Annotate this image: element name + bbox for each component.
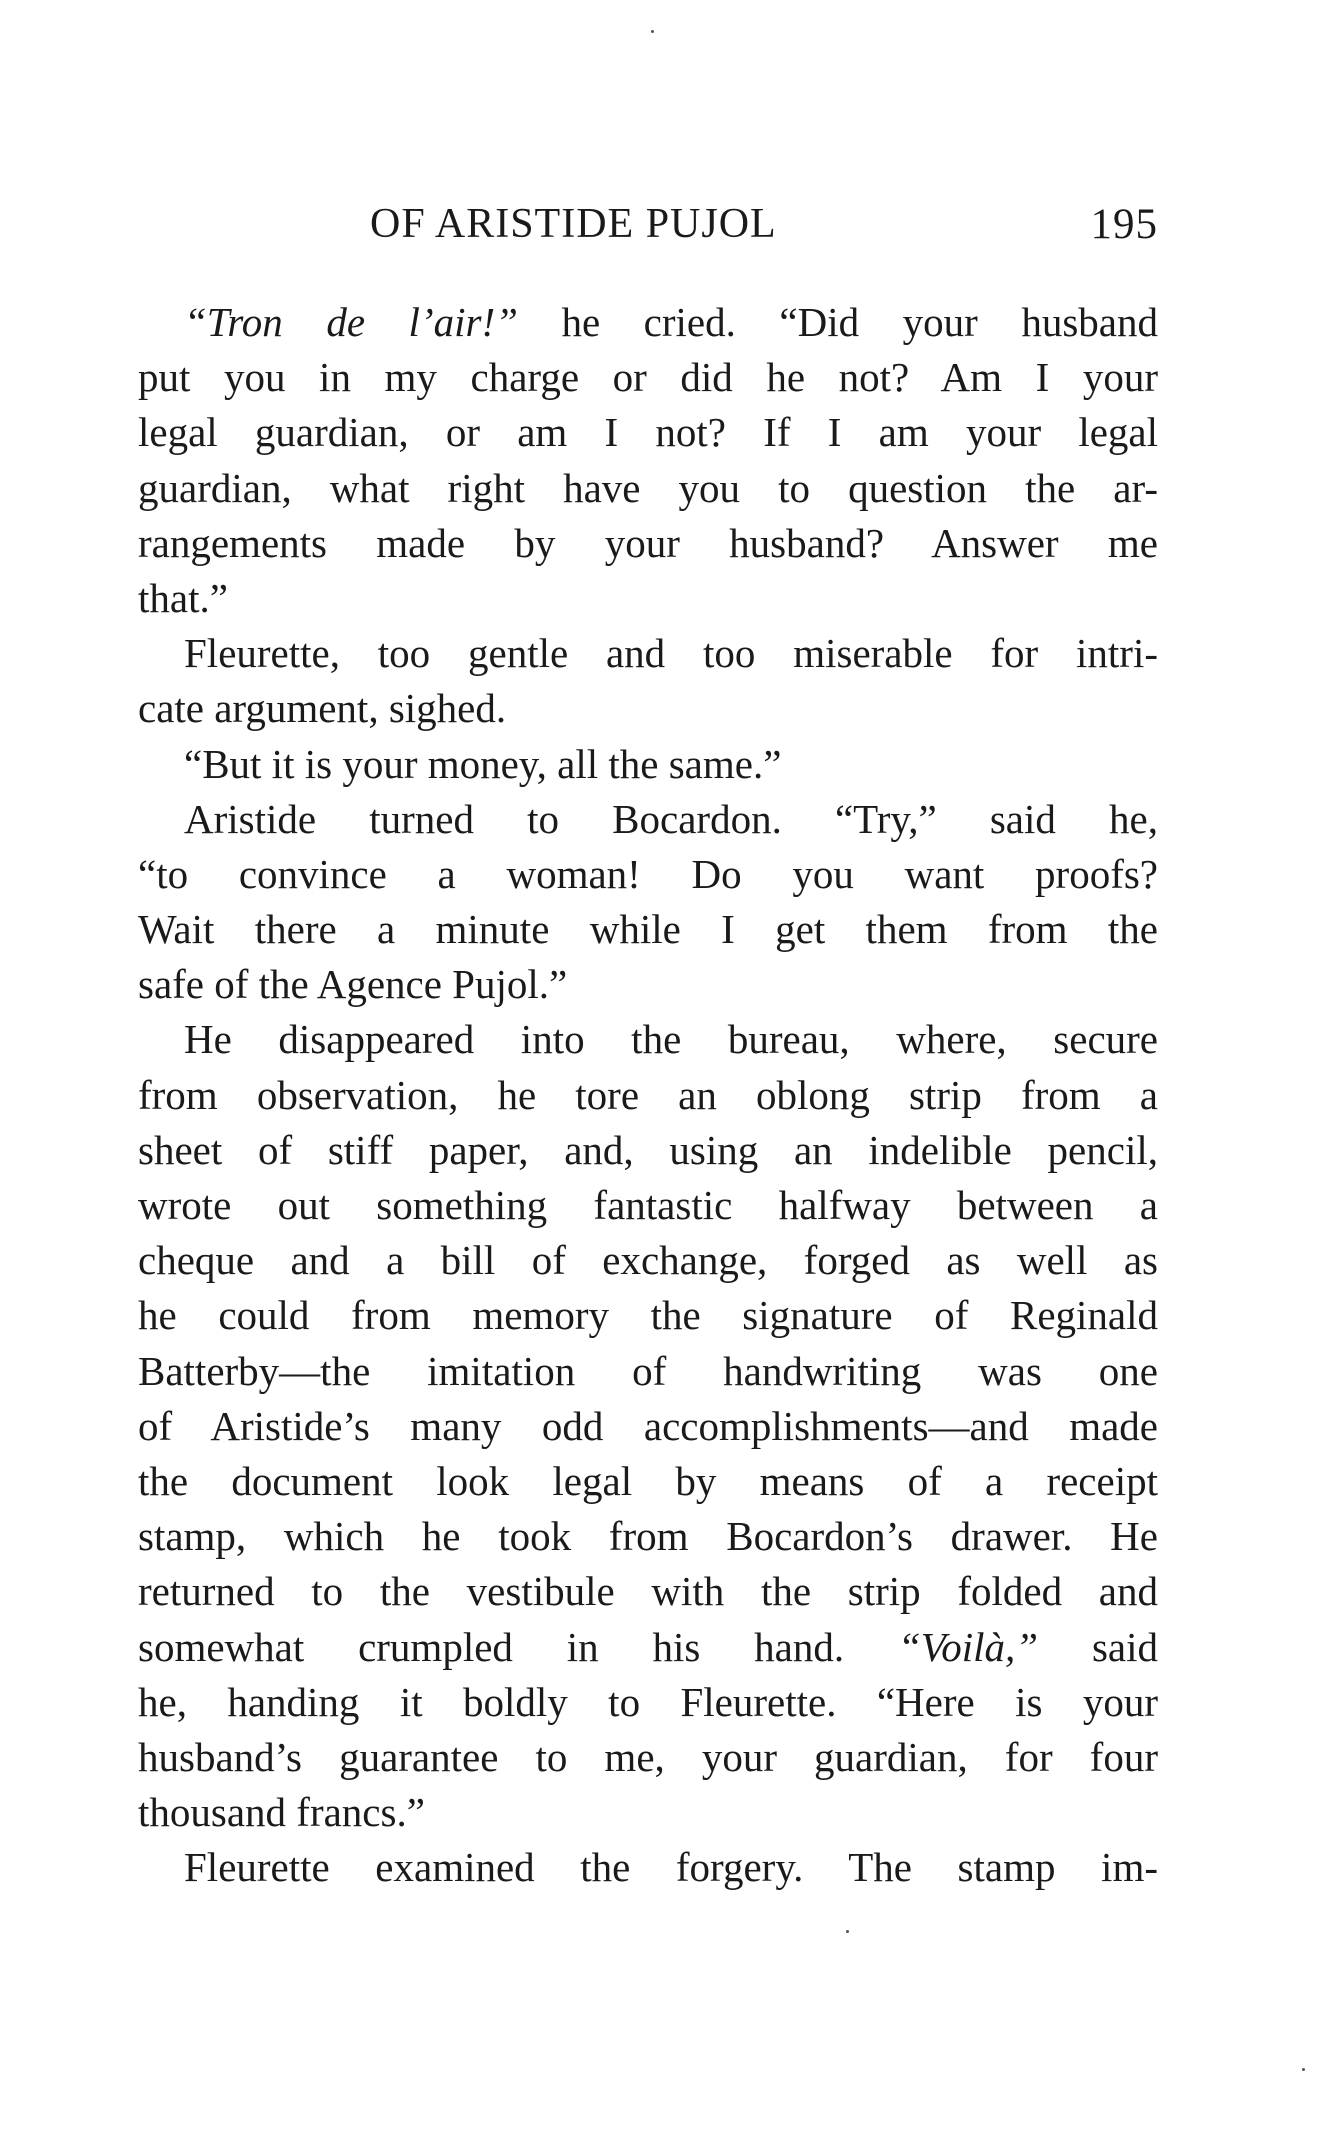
- text-line: rangements made by your husband? Answer me: [138, 519, 1158, 566]
- text-line: Wait there a minute while I get them from the: [138, 906, 1158, 953]
- text-line: that.”: [138, 574, 228, 621]
- text-line: sheet of stiff paper, and, using an indelible pencil,: [138, 1126, 1158, 1173]
- text-line: put you in my charge or did he not? Am I your: [138, 354, 1158, 401]
- paper-speck: [651, 30, 654, 33]
- text-line: Batterby—the imitation of handwriting was one: [138, 1347, 1158, 1394]
- text-line: he could from memory the signature of Reginald: [138, 1292, 1158, 1339]
- italic-voila: “Voilà,”: [897, 1623, 1039, 1670]
- text-line: from observation, he tore an oblong strip from a: [138, 1071, 1158, 1118]
- text-line: wrote out something fantastic halfway between a: [138, 1182, 1158, 1228]
- page-number: 195: [1090, 201, 1158, 248]
- text-line: thousand francs.”: [138, 1789, 425, 1836]
- text-line: the document look legal by means of a receipt: [138, 1457, 1158, 1504]
- paper-speck: [1302, 2068, 1305, 2071]
- text-line: He disappeared into the bureau, where, secure: [184, 1016, 1158, 1063]
- text-line: Aristide turned to Bocardon. “Try,” said he,: [184, 795, 1158, 842]
- text-line: he, handing it boldly to Fleurette. “Here is your: [138, 1678, 1158, 1725]
- text-line: [138, 1620, 1158, 1675]
- text-line: cheque and a bill of exchange, forged as well as: [138, 1237, 1158, 1284]
- running-head: [138, 200, 1158, 260]
- text-fragment: somewhat crumpled in his hand.: [138, 1623, 898, 1670]
- text-line: “But it is your money, all the same.”: [184, 740, 782, 787]
- text-line: husband’s guarantee to me, your guardian, for four: [138, 1733, 1158, 1780]
- text-line: Fleurette examined the forgery. The stamp im-: [184, 1844, 1158, 1891]
- text-line: cate argument, sighed.: [138, 685, 507, 732]
- italic-exclamation: “Tron de l’air!”: [184, 299, 518, 345]
- paper-speck: [846, 1930, 849, 1933]
- text-fragment: said: [1038, 1623, 1158, 1670]
- text-line: returned to the vestibule with the strip folded and: [138, 1568, 1158, 1615]
- running-title: OF ARISTIDE PUJOL: [370, 201, 777, 247]
- text-line: safe of the Agence Pujol.”: [138, 961, 568, 1008]
- text-line: of Aristide’s many odd accomplishments—and made: [138, 1402, 1158, 1449]
- text-line: legal guardian, or am I not? If I am your legal: [138, 409, 1158, 456]
- text-line: “to convince a woman! Do you want proofs?: [138, 850, 1158, 897]
- text-line: guardian, what right have you to question the ar-: [138, 464, 1158, 511]
- text-line: Fleurette, too gentle and too miserable for intri-: [184, 630, 1158, 677]
- body-text: [138, 295, 1158, 1895]
- text-line: [138, 295, 1158, 350]
- text-fragment: he cried. “Did your husband: [517, 299, 1158, 345]
- text-line: stamp, which he took from Bocardon’s drawer. He: [138, 1513, 1158, 1560]
